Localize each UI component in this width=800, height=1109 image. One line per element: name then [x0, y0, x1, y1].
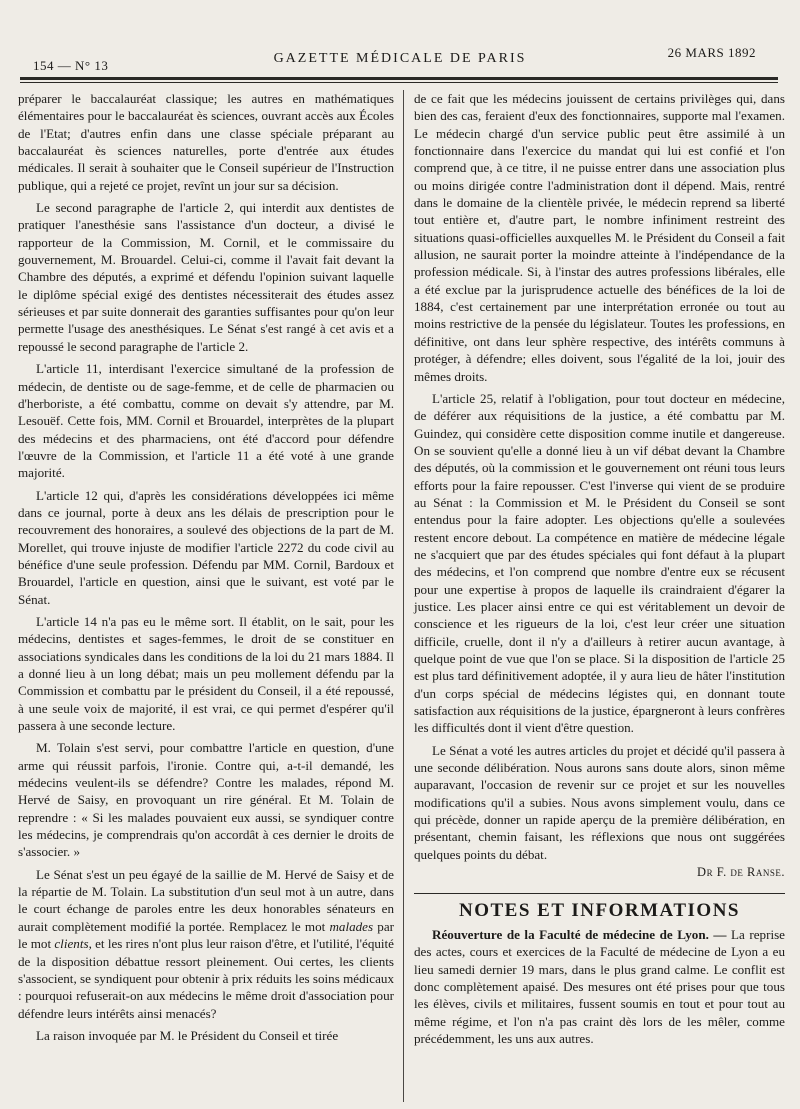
text-run: par le mot	[18, 918, 394, 952]
journal-title: GAZETTE MÉDICALE DE PARIS	[273, 51, 527, 66]
news-item-text: La reprise des actes, cours et exercices de la Faculté de médecine de Lyon a eu lieu samedi dernier 19 mars, dans le plus grand calme. Le conflit est donc complètement apaisé. Des mesures ont été prises pour que tous les élèves, civils et militaires, fussent soumis en tout et pour tout au même régime, et l'on n'a pas craint dès lors de les mêler, comme précédemment, les uns aux autres.	[414, 926, 785, 1046]
text-run: Le Sénat s'est un peu égayé de la saillie de M. Hervé de Saisy et de la répartie de M. Tolain. La substitution d'un seul mot à un autre, dans le court échange de paroles entre les deux honorables sénateurs en aurait complètement modifié la portée. Remplacez le mot	[18, 866, 394, 934]
news-item-heading: Réouverture de la Faculté de médecine de Lyon. —	[432, 926, 727, 942]
paragraph: M. Tolain s'est servi, pour combattre l'article en question, d'une arme qui réussit parfois, l'ironie. Contre qui, a-t-il demandé, les médecins veulent-ils se défendre? Contre les malades, répond M. Hervé de Saisy, en provoquant un rire général. Et M. Tolain de reprendre : « Si les malades pouvaient eux aussi, se syndiquer contre les médecins, je comprendrais qu'on accordât à ces dernier le droits de s'associer. »	[18, 740, 394, 860]
header-rule-thick	[20, 77, 778, 80]
paragraph	[18, 866, 394, 1022]
column-divider	[403, 90, 404, 1102]
text-run: , et les rires n'ont plus leur raison d'être, et l'utilité, l'équité de la disposition débattue ressort pleinement. Oui certes, les clients s'associent, se syndiquent pour obtenir à prix réduits les soins médicaux : pourquoi refuserait-on aux médecins le même droit d'association pour défendre leurs intérêts ainsi menacés?	[18, 936, 394, 1021]
paragraph: de ce fait que les médecins jouissent de certains privilèges qui, dans bien des cas, feraient d'eux des fonctionnaires, supporte mal l'examen. Le médecin chargé d'un service public peut être assimilé à un fonctionnaire dans l'exercice du mandat qui lui est confié et l'on comprend que, à ce titre, il ne puisse entrer dans une association plus ou moins dirigée contre l'administration dont il dépend. Mais, rentré dans le domaine de la clientèle privée, le médecin reprend sa liberté tout entière et, d'autre part, le nombre infiniment restreint des situations quasi-officielles auxquelles M. le Président du Conseil a fait allusion, ne saurait porter la moindre atteinte à l'indépendance de la profession médicale. Si, à l'instar des autres professions libérales, elle a été exclue par la jurisprudence actuelle des bénéfices de la loi de 1884, c'est certainement par une interprétation erronée ou tout au moins restrictive de la pensée du législateur. Toutes les professions, en définitive, ont dans leur sphère respective, des intérêts communs à protéger, à défendre; elles doivent, sous l'égalité de la loi, jouir des mêmes droits.	[414, 91, 785, 384]
author-signature	[414, 864, 785, 881]
paragraph: préparer le baccalauréat classique; les autres en mathématiques élémentaires pour le baccalauréat ès sciences, ouvrant accès aux Écoles de l'Etat; d'autres enfin dans une classe spéciale préparant au baccalauréat ès sciences naturelles, porte d'entrée aux études médicales. Il serait à souhaiter que le Conseil supérieur de l'Instruction publique, qui a rejeté ce projet, revînt un jour sur sa décision.	[18, 91, 394, 193]
paragraph: La raison invoquée par M. le Président du Conseil et tirée	[36, 1027, 339, 1043]
signature-name: de Ranse.	[730, 865, 785, 880]
news-item	[414, 926, 785, 1047]
right-column	[414, 90, 785, 1052]
page-number: 154 — N° 13	[33, 58, 109, 73]
paragraph: Le second paragraphe de l'article 2, qui interdit aux dentistes de pratiquer l'anesthésie sans l'assistance d'un docteur, a divisé le rapporteur de la Commission, M. Cornil, et le commissaire du gouvernement, M. Brouardel. Celui-ci, comme il l'avait fait devant la Chambre des députés, a exprimé et défendu l'opinion suivant laquelle le diplôme spécial exigé des dentistes nécessiterait des études assez sérieuses et par suite donnerait des garanties suffisantes pour qu'on leur permette l'usage des anesthésiques. Le Sénat s'est rangé à cet avis et a repoussé le second paragraphe de l'article 2.	[18, 200, 394, 354]
emphasis-word: malades	[329, 918, 374, 934]
signature-prefix: Dr F.	[697, 865, 727, 880]
paragraph: Le Sénat a voté les autres articles du projet et décidé qu'il passera à une seconde délibération. Nous aurons sans doute alors, sinon même auparavant, l'occasion de revenir sur ce projet et sur les nouvelles modifications qu'il a subies. Nous avons simplement voulu, dans ce qui précède, donner un rapide aperçu de la première délibération, en présentant, chemin faisant, les réflexions que nous ont suggérées quelques points du débat.	[414, 742, 785, 862]
paragraph: L'article 14 n'a pas eu le même sort. Il établit, on le sait, pour les médecins, dentistes et sages-femmes, le droit de se constituer en associations syndicales dans les conditions de la loi du 21 mars 1884. Il a donné lieu à un long débat; mais un peu mollement défendu par la Commission et combattu par le président du Conseil, il a été repoussé, à une seule voix de majorité, il est vrai, ce qui permet d'espérer qu'il passera à une seconde lecture.	[18, 613, 394, 734]
emphasis-word: clients	[54, 936, 89, 952]
paragraph: L'article 11, interdisant l'exercice simultané de la profession de médecin, de dentiste ou de sage-femme, et de celle de pharmacien ou d'herboriste, a été combattu, comme on devait s'y attendre, par M. Lesouëf. Cette fois, MM. Cornil et Brouardel, interprètes de la plupart des médecins et des pharmaciens, ont été d'accord pour défendre l'œuvre de la Commission, et l'article 11 a été voté à une grande majorité.	[18, 361, 394, 481]
section-rule	[414, 893, 785, 894]
paragraph: L'article 25, relatif à l'obligation, pour tout docteur en médecine, de déférer aux réquisitions de la justice, a été combattu par M. Guindez, qui considère cette disposition comme inutile et dangereuse. On se souvient qu'elle a donné lieu à un vif débat devant la Chambre des députés, où la commission et le gouvernement ont réuni tous leurs efforts pour la faire repousser. C'est l'inverse qui vient de se produire au Sénat : la Commission et M. le Président du Conseil se sont entendus pour la faire adopter. Les objections qu'elle a soulevées restent encore debout. La compétence en matière de médecine légale ne s'acquiert que par des études spéciales qui font défaut à la plupart des médecins, et l'on comprend que nombre d'entre eux se récusent pour une expertise à propos de laquelle ils craindraient d'égarer la justice. Les placer ainsi entre ce qui est véritablement un devoir de conscience et les rigueurs de la loi, c'est leur créer une situation difficile, cruelle, dont il n'y a d'ailleurs à retirer aucun avantage, à quelque point de vue que l'on se place. Si la disposition de l'article 25 est plus tard définitivement adoptée, il y aura lieu de hâter l'institution d'un corps spécial de médecins légistes qui, en donnant toute satisfaction aux réquisitions de la justice, épargneront à leurs confrères les difficultés dont il vient d'être question.	[414, 390, 785, 736]
page-header	[0, 0, 800, 84]
header-rule-thin	[20, 82, 778, 83]
paragraph: L'article 12 qui, d'après les considérations développées ici même dans ce journal, porte à deux ans les délais de prescription pour le recouvrement des honoraires, a soulevé des objections de la part de M. Morellet, qui trouve injuste de modifier l'article 2272 du code civil au bénéfice d'une seule profession. Défendu par MM. Cornil, Bardoux et Brouardel, l'article en question, ainsi que le suivant, est voté par le Sénat.	[18, 487, 394, 607]
issue-date: 26 MARS 1892	[667, 45, 756, 60]
left-column	[18, 90, 394, 1049]
section-title: NOTES ET INFORMATIONS	[458, 900, 740, 922]
